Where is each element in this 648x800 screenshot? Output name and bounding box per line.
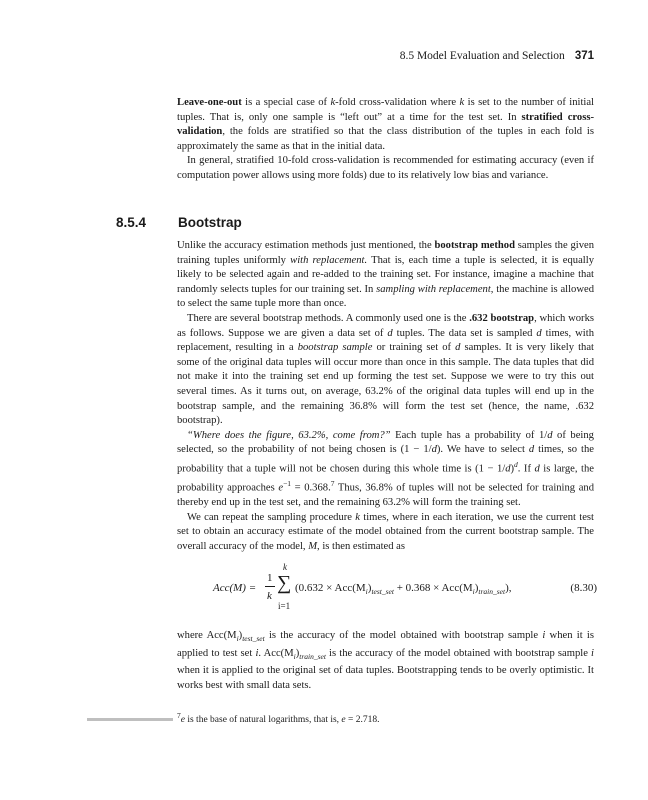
header-section-title: 8.5 Model Evaluation and Selection <box>399 50 565 62</box>
section-number: 8.5.4 <box>116 215 147 230</box>
section-body <box>177 239 594 555</box>
term-stratified-cv: stratified cross-validation <box>177 111 594 138</box>
paragraph-stratified-recommendation: In general, stratified 10-fold cross-validation is recommended for estimating accuracy (even if computation power allows using more folds) due to its relatively low bias and variance. <box>177 155 594 181</box>
section-title: Bootstrap <box>178 215 242 230</box>
term-632-bootstrap: .632 bootstrap <box>469 312 535 324</box>
section-heading <box>116 215 242 230</box>
fraction-bar <box>265 586 275 587</box>
term-leave-one-out: Leave-one-out <box>177 97 242 108</box>
equation-number: (8.30) <box>570 582 597 594</box>
footnote-rule <box>87 718 173 721</box>
footnote: $^7$e is the base of natural logarithms, that is, e = 2.718. <box>177 711 380 726</box>
term-bootstrap-method: bootstrap method <box>434 240 515 251</box>
paragraph-632-bootstrap: There are several bootstrap methods. A commonly used one is the .632 bootstrap, which works as follows. Suppose we are given a data set of d tuples. The data set is sampled d times, with replacement, resulting in a bootstrap sample or training set of d samples. It is very likely that some of the original data tuples will occur more than once in this sample. The data tuples that did not make it into the training set end up forming the test set. Suppose we were to try this out several times. As it turns out, on average, 63.2% of the original data tuples will end up in the bootstrap sample, and the remaining 36.8% will form the test set (hence, the name, .632 bootstrap). <box>177 312 594 427</box>
page-number: 371 <box>574 50 594 62</box>
paragraph-bootstrap-intro: Unlike the accuracy estimation methods just mentioned, the bootstrap method samples the given training tuples uniformly with replacement. That is, each time a tuple is selected, it is equally likely to be selected again and re-added to the training set. For instance, imagine a machine that randomly selects tuples for our training set. In sampling with replacement, the machine is allowed to select the same tuple more than once. <box>177 240 594 310</box>
paragraph-where: where $Acc(M_i)_{test\_set}$ is the accuracy of the model obtained with bootstrap sample i when it is applied to test set i. $Acc(M_i)_{train\_set}$ is the accuracy of the model obtained with bootstrap sample i when it is applied to the original set of data tuples. Bootstrapping tends to be overly optimistic. It works best with small data sets. <box>177 630 594 691</box>
equation-8-30: Acc(M) = 1 k k ∑ i=1 $(0.632 \times Acc(M_i)_{test\_set} + 0.368 \times Acc(M_i)_{train\_set})$, (8.30) <box>213 562 597 611</box>
running-header <box>400 50 594 62</box>
paragraph-632-derivation: “Where does the figure, 63.2%, come from?” Each tuple has a probability of 1/d of being selected, so the probability of not being chosen is (1 − 1/d). We have to select d times, so the probability that a tuple will not be chosen during this whole time is $(1 - 1/d)^d$. If d is large, the probability approaches $e^{-1} = 0.368.^7$ Thus, 36.8% of tuples will not be selected for training and thereby end up in the test set, and the remaining 63.2% will form the training set. <box>177 429 594 509</box>
paragraph-leave-one-out: Leave-one-out is a special case of k-fold cross-validation where k is set to the number of initial tuples. That is, only one sample is “left out” at a time for the test set. In stratified cross-validation, the folds are stratified so that the class distribution of the tuples in each fold is approximately the same as that in the initial data. In general, stratified 10-fold cross-validation is recommended for estimating accuracy (even if computation power allows using more folds) due to its relatively low bias and variance. <box>177 96 594 184</box>
footnote-marker: 7 <box>330 479 335 489</box>
paragraph-repeat-sampling: We can repeat the sampling procedure k times, where in each iteration, we use the current test set to obtain an accuracy estimate of the model obtained from the current bootstrap sample. The overall accuracy of the model, M, is then estimated as <box>177 511 594 552</box>
sum-symbol: ∑ <box>277 572 292 594</box>
